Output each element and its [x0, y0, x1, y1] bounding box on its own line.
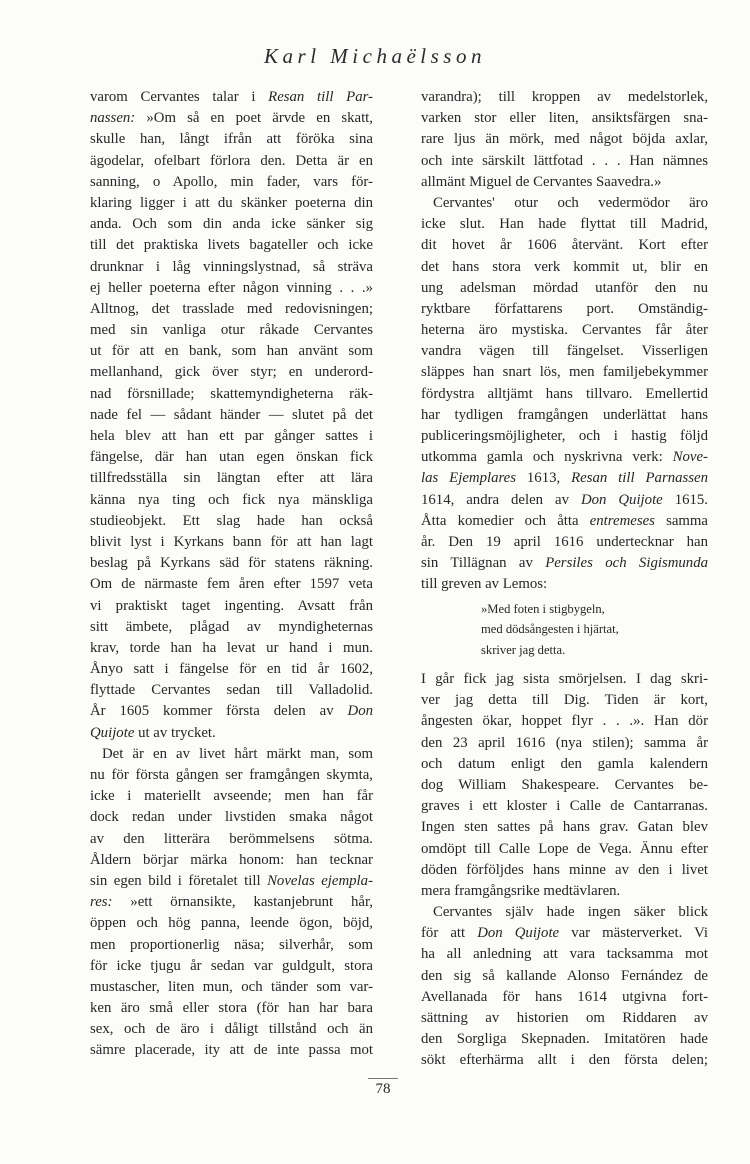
text-run: tillfredsställa sin längtan efter att lära	[90, 470, 373, 487]
text-line	[90, 447, 373, 468]
text-run: dit hovet år 1606 återvänt. Kort efter	[421, 237, 708, 254]
text-run: till det praktiska livets bagateller och icke	[90, 237, 373, 254]
text-line	[421, 87, 708, 108]
text-line	[421, 151, 708, 172]
text-line	[421, 669, 708, 690]
italic-text: entremeses	[589, 512, 655, 529]
text-run: 1615.	[662, 491, 708, 508]
text-line	[90, 426, 373, 447]
text-run: nade fel — sådant händer — slutet på det	[90, 406, 373, 423]
text-line	[421, 553, 708, 574]
text-line	[421, 987, 708, 1008]
text-line	[90, 341, 373, 362]
text-line	[90, 1040, 373, 1061]
text-run: allmänt Miguel de Cervantes Saavedra.»	[421, 173, 662, 190]
text-run: I går fick jag sista smörjelsen. I dag skri-	[421, 671, 708, 687]
text-run: utkomma gamla och nyskrivna verk:	[421, 449, 673, 466]
text-run: varom Cervantes talar i	[90, 89, 269, 105]
text-run: till greven av Lemos:	[421, 576, 548, 593]
text-line	[90, 638, 373, 659]
text-run: mustascher, liten mun, och tänder som var-	[90, 978, 373, 995]
text-run: ångesten ökar, hoppet flyr . . .». Han dör	[421, 713, 708, 730]
text-line	[90, 384, 373, 405]
text-run: ha all anledning att vara tacksamma mot	[421, 946, 708, 963]
text-run: vi praktiskt taget ingenting. Avsatt från	[90, 597, 373, 614]
text-run: men proportionerlig näsa; silverhår, som	[90, 936, 373, 953]
text-run: omdöpt till Calle Lope de Vega. Ännu efter	[421, 840, 708, 857]
text-run: var mästerverket. Vi	[559, 925, 708, 942]
text-line	[90, 320, 373, 341]
text-run: rare ljus än mörk, med något böjda axlar,	[421, 131, 708, 148]
verse-line: skriver jag detta.	[481, 642, 566, 657]
text-line	[421, 278, 708, 299]
text-line	[90, 617, 373, 638]
text-run: 1613,	[516, 470, 572, 487]
text-line	[421, 320, 708, 341]
italic-text: Novelas ejempla-	[267, 872, 373, 889]
text-line	[421, 129, 708, 150]
text-line	[90, 1019, 373, 1040]
text-run: studieobjekt. Ett slag hade han också	[90, 512, 373, 529]
italic-text: nassen:	[90, 110, 136, 127]
text-run: Cervantes själv hade ingen säker blick	[433, 904, 708, 921]
text-run: känna nya ting och fick nya mänskliga	[90, 491, 373, 508]
text-run: den sig så kallande Alonso Fernández de	[421, 967, 708, 984]
text-line	[90, 214, 373, 235]
text-line	[90, 723, 373, 744]
text-line	[421, 235, 708, 256]
text-run: sitt ämbete, plågad av myndigheternas	[90, 618, 373, 635]
text-line	[90, 913, 373, 934]
text-line	[421, 405, 708, 426]
text-line	[421, 1029, 708, 1050]
text-line	[421, 341, 708, 362]
text-line	[421, 775, 708, 796]
text-run: dock redan under livstiden smaka något	[90, 809, 373, 826]
italic-text: Quijote	[90, 724, 135, 741]
text-run: drunknar i låg vinningslystnad, så sträva	[90, 258, 373, 275]
text-block	[421, 87, 708, 596]
text-run: sämre placerade, ity att de inte passa mot	[90, 1042, 373, 1059]
text-run: mera framgångsrike medtävlaren.	[421, 882, 621, 899]
text-line	[421, 711, 708, 732]
text-line	[421, 172, 708, 193]
text-line	[90, 596, 373, 617]
text-run: icke i materiellt avseende; men han får	[90, 788, 373, 805]
text-run: ryktbare författarens port. Omständig-	[421, 300, 708, 317]
text-run: för icke tjugu år sedan var guldgult, stora	[90, 957, 373, 974]
text-line	[421, 966, 708, 987]
text-run: nu för första gången ser framgången skymta,	[90, 767, 373, 783]
text-line	[421, 902, 708, 923]
text-line	[90, 850, 373, 871]
text-run: mellanhand, gick över styr; en underord-	[90, 364, 373, 381]
text-line	[90, 490, 373, 511]
text-line	[90, 765, 373, 786]
text-run: fängelse, där han utan egen önskan fick	[90, 449, 373, 466]
text-line	[421, 447, 708, 468]
text-line	[421, 511, 708, 532]
italic-text: res:	[90, 894, 113, 911]
text-block	[90, 87, 373, 1062]
text-line	[421, 214, 708, 235]
text-run: för att	[421, 925, 478, 942]
text-line	[90, 956, 373, 977]
italic-text: Nove-	[672, 449, 708, 466]
italic-text: Don Quijote	[580, 491, 663, 508]
text-line	[90, 935, 373, 956]
text-run: skulle han, långt ifrån att föröka sina	[90, 131, 373, 148]
text-run: vandra vägen till fängelset. Visserligen	[421, 343, 708, 360]
verse-quote	[481, 599, 708, 661]
text-run: 1614, andra delen av	[421, 491, 581, 508]
text-line	[90, 172, 373, 193]
italic-text: Resan till Parnassen	[571, 470, 708, 487]
text-line	[421, 1008, 708, 1029]
text-run: sin Tillägnan av	[421, 555, 546, 572]
text-run: och datum enligt den gamla kalendern	[421, 755, 708, 772]
text-run: öppen och hög panna, leende ögon, böjd,	[90, 915, 373, 932]
text-line	[90, 362, 373, 383]
text-line	[421, 690, 708, 711]
text-run: krav, torde han ha levat ur hand i mun.	[90, 639, 373, 656]
text-run: samma	[654, 512, 708, 529]
text-run: sanning, o Apollo, min fader, vars för-	[90, 173, 373, 190]
text-run: av den litterära berömmelsens sötma.	[90, 830, 373, 847]
text-line	[90, 807, 373, 828]
text-line	[421, 754, 708, 775]
text-line	[90, 998, 373, 1019]
text-line	[421, 881, 708, 902]
text-run: har tydligen framgången underlättat hans	[421, 406, 708, 423]
text-run: graves i ett kloster i Calle de Cantarranas.	[421, 798, 708, 815]
text-line	[90, 659, 373, 680]
text-line	[421, 923, 708, 944]
italic-text: Don Quijote	[477, 925, 560, 942]
verse-line: med dödsångesten i hjärtat,	[481, 622, 619, 636]
text-line	[90, 680, 373, 701]
text-line	[90, 87, 373, 108]
text-run: Ingen sten sattes på hans grav. Gatan blev	[421, 819, 708, 836]
text-line	[90, 829, 373, 850]
text-line	[421, 574, 708, 595]
text-run: den Sorgliga Skepnaden. Imitatören hade	[421, 1031, 708, 1048]
text-run: ej heller poeterna efter någon vinning . . .»	[90, 279, 373, 296]
text-line	[90, 151, 373, 172]
italic-text: Persiles och Sigismunda	[545, 555, 708, 572]
text-line	[421, 384, 708, 405]
text-run: ut för att en bank, som han använt som	[90, 343, 373, 360]
text-run: År 1605 kommer första delen av	[90, 703, 348, 720]
text-block	[421, 669, 708, 1072]
text-run: och inte särskilt lättfotad . . . Han nämnes	[421, 152, 708, 169]
text-line	[90, 977, 373, 998]
text-run: beslag på Kyrkans säd för statens räkning.	[90, 555, 373, 572]
text-line	[90, 299, 373, 320]
text-run: sex, och de äro i dåligt tillstånd och än	[90, 1021, 373, 1038]
text-line	[421, 299, 708, 320]
text-line	[421, 468, 708, 489]
text-line	[421, 1050, 708, 1071]
text-line	[421, 108, 708, 129]
text-line	[90, 892, 373, 913]
text-run: Åtta komedier och åtta	[421, 512, 590, 529]
text-run: ver jag detta till Dig. Tiden är kort,	[421, 692, 708, 709]
text-line	[421, 362, 708, 383]
text-run: heterna äro mystiska. Cervantes får åter	[421, 322, 708, 339]
text-line	[90, 744, 373, 765]
text-run: Alltnog, det trasslade med redovisningen;	[90, 300, 373, 317]
text-run: Avellanada för hans 1614 utgivna fort-	[421, 988, 708, 1005]
text-line	[421, 796, 708, 817]
text-line	[421, 257, 708, 278]
text-run: ung adelsman mördad utanför den nu	[421, 279, 708, 296]
text-run: blivit lyst i Kyrkans bann för att han lagt	[90, 533, 373, 550]
text-line	[421, 426, 708, 447]
text-run: Ånyo satt i fängelse för en tid år 1602,	[90, 661, 373, 678]
left-column	[90, 87, 373, 1062]
text-run: Om de närmaste fem åren efter 1597 veta	[90, 576, 373, 593]
text-run: det hans stora verk kommit ut, blir en	[421, 258, 708, 275]
text-line	[90, 532, 373, 553]
text-line	[90, 235, 373, 256]
text-run: ut av trycket.	[134, 724, 216, 741]
text-line	[90, 193, 373, 214]
text-run: varken stor eller liten, ansiktsfärgen sna-	[421, 110, 708, 127]
text-run: år. Den 19 april 1616 undertecknar han	[421, 533, 708, 550]
text-run: publiceringsmöjligheter, och i hastig följd	[421, 428, 708, 444]
text-line	[90, 574, 373, 595]
text-line	[90, 129, 373, 150]
text-run: ken äro små eller stora (för han har bara	[90, 1000, 373, 1017]
text-line	[90, 108, 373, 129]
text-run: sökt efterhärma allt i den första delen;	[421, 1052, 708, 1069]
text-line	[421, 860, 708, 881]
text-line	[90, 553, 373, 574]
text-run: sin egen bild i företalet till	[90, 872, 268, 889]
text-line	[421, 817, 708, 838]
text-run: hela blev att han ett par gånger sattes i	[90, 428, 373, 444]
running-header: Karl Michaëlsson	[264, 44, 486, 68]
text-run: dog William Shakespeare. Cervantes be-	[421, 776, 708, 793]
text-run: nad försnillade; skattemyndigheterna räk-	[90, 385, 373, 402]
right-column	[421, 87, 708, 1072]
text-line	[421, 944, 708, 965]
text-run: släppes han snart lös, men familjebekymmer	[421, 364, 708, 381]
text-run: fördystra alltjämt hans tillvaro. Emellertid	[421, 385, 708, 402]
italic-text: Don	[347, 703, 373, 720]
text-run: anda. Och som din anda icke sänker sig	[90, 216, 373, 233]
page-number-rule	[368, 1078, 398, 1079]
text-run: »ett örnansikte, kastanjebrunt hår,	[112, 894, 373, 911]
text-line	[421, 490, 708, 511]
text-run: den 23 april 1616 (nya stilen); samma år	[421, 734, 708, 751]
text-run: icke slut. Han hade flyttat till Madrid,	[421, 216, 708, 233]
page-number	[366, 1078, 400, 1098]
text-line	[421, 839, 708, 860]
text-run: Åldern börjar märka honom: han tecknar	[90, 851, 373, 868]
text-line	[90, 278, 373, 299]
text-line	[421, 532, 708, 553]
text-line	[90, 511, 373, 532]
italic-text: Resan till Par-	[268, 89, 373, 105]
text-line	[90, 257, 373, 278]
text-line	[90, 786, 373, 807]
text-line	[421, 193, 708, 214]
text-run: ägodelar, ofelbart förlora den. Detta är en	[90, 152, 373, 169]
text-run: sättning av historien om Riddaren av	[421, 1010, 708, 1026]
verse-line: »Med foten i stigbygeln,	[481, 601, 605, 616]
text-run: varandra); till kroppen av medelstorlek,	[421, 89, 708, 105]
italic-text: las Ejemplares	[421, 470, 517, 487]
text-line	[90, 701, 373, 722]
text-run: »Om så en poet ärvde en skatt,	[135, 110, 373, 127]
text-line	[90, 871, 373, 892]
text-run: Cervantes' otur och vedermödor äro	[433, 194, 708, 211]
text-run: med sin vanliga otur råkade Cervantes	[90, 322, 373, 339]
text-run: klaring ligger i att du skänker poeterna din	[90, 194, 373, 211]
text-run: Det är en av livet hårt märkt man, som	[102, 745, 373, 762]
text-line	[90, 405, 373, 426]
text-line	[90, 468, 373, 489]
text-run: flyttade Cervantes sedan till Valladolid.	[90, 682, 373, 699]
text-line	[421, 733, 708, 754]
page-number-text: 78	[375, 1081, 391, 1097]
text-run: döden förföljdes hans minne av den i livet	[421, 861, 708, 878]
